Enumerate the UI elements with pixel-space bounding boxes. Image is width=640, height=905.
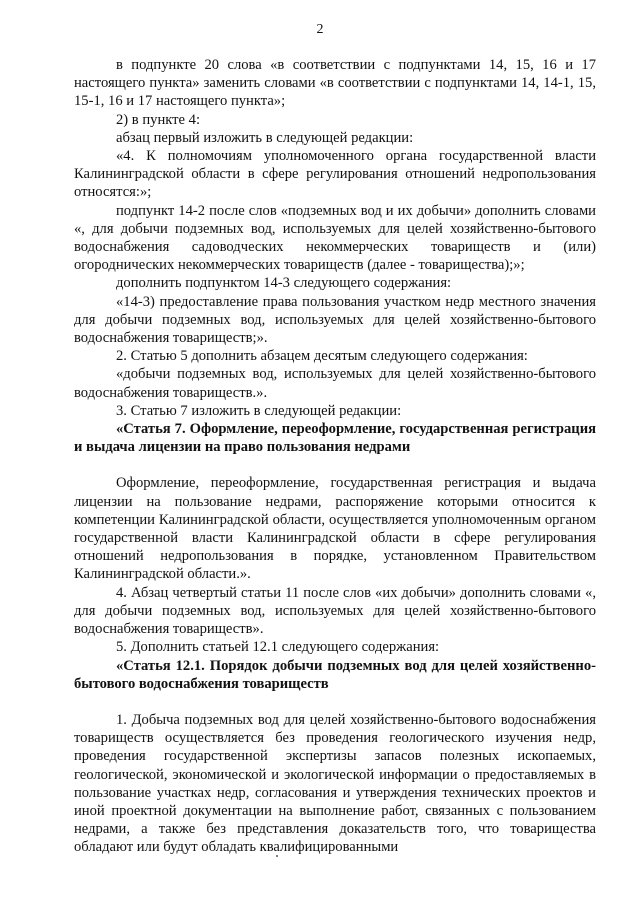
spacer [74,456,596,474]
paragraph-subpoint-14-2: подпункт 14-2 после слов «подземных вод и их добычи» дополнить словами «, для добычи подземных вод, используемых для целей хозяйственно-бытового водоснабжения садоводческих некоммерческих товариществ и (или) огороднических некоммерческих товариществ (далее - товарищества);»; [74,202,596,274]
paragraph-article-5-quote: «добычи подземных вод, используемых для целей хозяйственно-бытового водоснабжения товариществ.». [74,366,596,401]
paragraph-add-article-12-1: 5. Дополнить статьей 12.1 следующего содержания: [116,639,440,656]
paragraph-article-7-body: Оформление, переоформление, государственная регистрация и выдача лицензии на пользование недрами, распоряжение которыми относится к компетенции Калининградской области, осуществляется уполномоченным органом государственной власти Калининградской области в сфере регулирования отношений недропользования в порядке, установленном Правительством Калининградской области.». [74,475,596,583]
paragraph-add-14-3: дополнить подпунктом 14-3 следующего содержания: [116,275,452,292]
paragraph-powers-quote: «4. К полномочиям уполномоченного органа государственной власти Калининградской области в сфере регулирования отношений недропользования относятся:»; [74,148,596,201]
heading-article-7: «Статья 7. Оформление, переоформление, государственная регистрация и выдача лицензии на право пользования недрами [74,421,596,456]
heading-article-12-1: «Статья 12.1. Порядок добычи подземных вод для целей хозяйственно-бытового водоснабжения товариществ [74,657,596,692]
paragraph-article-5: 2. Статью 5 дополнить абзацем десятым следующего содержания: [116,348,528,365]
paragraph-point-4: 2) в пункте 4: [116,111,201,128]
paragraph-14-3-quote: «14-3) предоставление права пользования участком недр местного значения для добычи подземных вод, используемых для целей хозяйственно-бытового водоснабжения товариществ;». [74,293,596,347]
paragraph-article-7: 3. Статью 7 изложить в следующей редакции: [116,402,402,419]
scan-speck [276,855,278,857]
paragraph-article-12-1-item-1: 1. Добыча подземных вод для целей хозяйственно-бытового водоснабжения товариществ осуществляется без проведения геологического изучения недр, проведения государственной экспертизы запасов полезных ископаемых, геологической, экономической и экологической информации о предоставляемых в пользование участках недр, согласования и утверждения технических проектов и иной проектной документации на выполнение работ, связанных с пользованием недрами, а также без представления доказательств того, что товарищества обладают или будут обладать квалифицированными [74,711,596,856]
paragraph-subpoint-20: в подпункте 20 слова «в соответствии с подпунктами 14, 15, 16 и 17 настоящего пункта» заменить словами «в соответствии с подпунктами 14, 14-1, 15, 15-1, 16 и 17 настоящего пункта»; [74,57,596,110]
spacer [74,693,596,711]
paragraph-first-abzac: абзац первый изложить в следующей редакции: [116,129,414,146]
paragraph-article-11: 4. Абзац четвертый статьи 11 после слов «их добычи» дополнить словами «, для добычи подземных вод, используемых для целей хозяйственно-бытового водоснабжения товариществ». [74,584,596,638]
page-number: 2 [316,22,324,37]
document-body [74,56,596,857]
